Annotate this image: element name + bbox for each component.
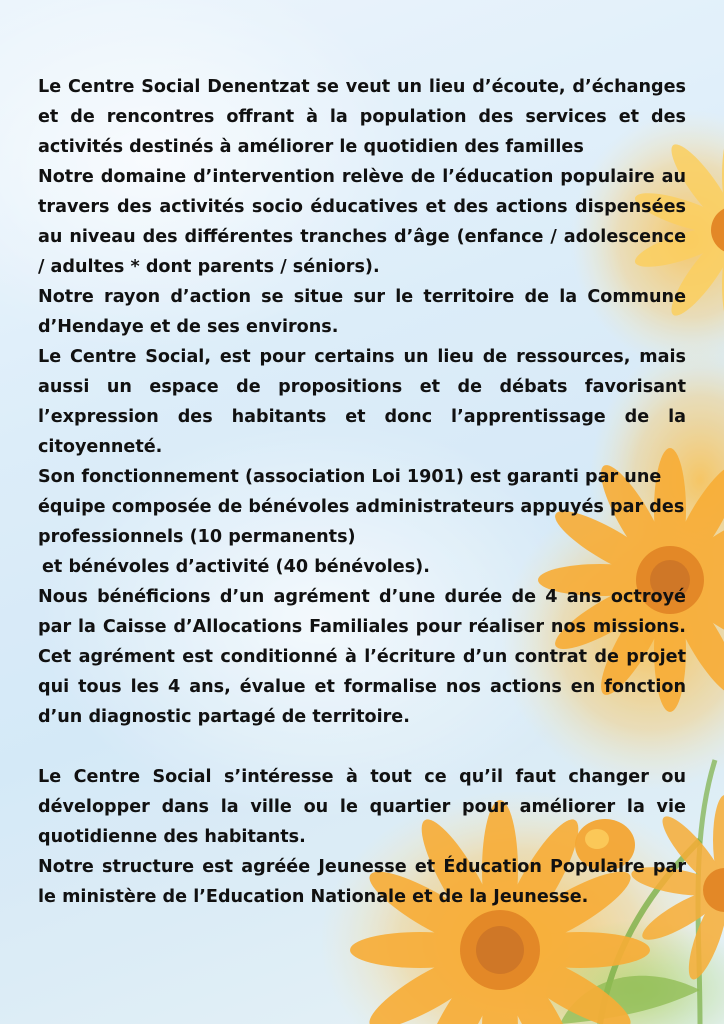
paragraph-domain: Notre domaine d’intervention relève de l’éducation populaire au travers des activités socio éducatives et des actions dispensées au niveau des différentes tranches d’âge (enfance / adolescence / adultes * dont parents / séniors). [38, 167, 686, 277]
document-body [38, 72, 686, 912]
paragraph-agreement: Nous bénéficions d’un agrément d’une durée de 4 ans octroyé par la Caisse d’Allocations Familiales pour réaliser nos missions. Cet agrément est conditionné à l’écriture d’un contrat de projet qui tous les 4 ans, évalue et formalise nos actions en fonction d’un diagnostic partagé de territoire. [38, 587, 686, 727]
paragraph-accreditation: Notre structure est agréée Jeunesse et Éducation Populaire par le ministère de l’Education Nationale et de la Jeunesse. [38, 857, 686, 907]
paragraph-interest: Le Centre Social s’intéresse à tout ce qu’il faut changer ou développer dans la ville ou le quartier pour améliorer la vie quotidienne des habitants. [38, 767, 686, 847]
paragraph-volunteers: et bénévoles d’activité (40 bénévoles). [42, 557, 430, 577]
paragraph-intro: Le Centre Social Denentzat se veut un lieu d’écoute, d’échanges et de rencontres offrant à la population des services et des activités destinés à améliorer le quotidien des familles [38, 77, 686, 157]
paragraph-territory: Notre rayon d’action se situe sur le territoire de la Commune d’Hendaye et de ses environs. [38, 287, 686, 337]
paragraph-operation: Son fonctionnement (association Loi 1901) est garanti par une équipe composée de bénévoles administrateurs appuyés par des professionnels (10 permanents) [38, 467, 685, 547]
paragraph-resources: Le Centre Social, est pour certains un lieu de ressources, mais aussi un espace de propositions et de débats favorisant l’expression des habitants et donc l’apprentissage de la citoyenneté. [38, 347, 686, 457]
